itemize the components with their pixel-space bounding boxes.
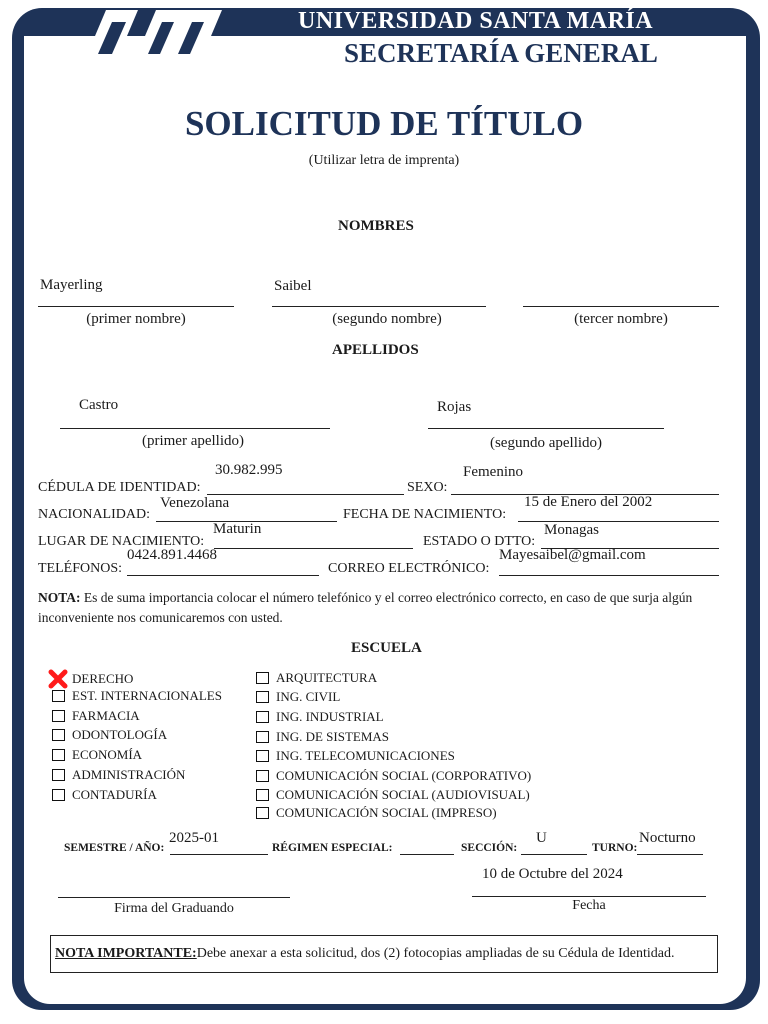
checkbox[interactable] (256, 672, 269, 684)
sexo-label: SEXO: (407, 480, 448, 495)
regimen-line (400, 854, 454, 855)
checkbox[interactable] (52, 710, 65, 722)
checkbox[interactable] (256, 807, 269, 819)
first-surname-value[interactable]: Castro (79, 397, 119, 413)
cedula-value[interactable]: 30.982.995 (215, 462, 283, 478)
nota-text: Es de suma importancia colocar el número telefónico y el correo electrónico correcto, en caso de que surja algún inconveniente nos comunicaremos con usted. (38, 590, 693, 625)
nota-importante-box (50, 935, 718, 973)
checkbox[interactable] (256, 691, 269, 703)
correo-value[interactable]: Mayesaibel@gmail.com (499, 547, 646, 563)
school-option-label: ECONOMÍA (72, 747, 143, 762)
semestre-value[interactable]: 2025-01 (169, 830, 219, 846)
cedula-line (207, 494, 404, 495)
telefonos-label: TELÉFONOS: (38, 561, 122, 576)
document-subtitle: (Utilizar letra de imprenta) (308, 153, 460, 168)
seccion-value[interactable]: U (536, 830, 547, 846)
checkbox[interactable] (256, 750, 269, 762)
school-option-label: ING. INDUSTRIAL (276, 709, 384, 724)
checkbox[interactable] (256, 731, 269, 743)
school-option-label: COMUNICACIÓN SOCIAL (AUDIOVISUAL) (276, 787, 530, 802)
school-option[interactable] (256, 805, 497, 821)
telefonos-line (127, 575, 319, 576)
usm-logo-icon (76, 8, 226, 64)
third-name-line (523, 306, 719, 307)
school-option-label: COMUNICACIÓN SOCIAL (IMPRESO) (276, 805, 497, 820)
telefonos-value[interactable]: 0424.891.4468 (127, 547, 217, 563)
nacionalidad-label: NACIONALIDAD: (38, 507, 150, 522)
checkbox[interactable] (256, 770, 269, 782)
nacionalidad-value[interactable]: Venezolana (160, 495, 230, 511)
fecha-nacimiento-value[interactable]: 15 de Enero del 2002 (524, 494, 653, 510)
school-option-label: ING. CIVIL (276, 689, 341, 704)
nota-bold: NOTA: (38, 590, 81, 605)
checkbox[interactable] (256, 789, 269, 801)
first-name-value[interactable]: Mayerling (40, 277, 103, 293)
firma-line (58, 897, 290, 898)
checkbox[interactable] (52, 690, 65, 702)
school-option[interactable] (256, 709, 384, 725)
estado-label: ESTADO O DTTO: (423, 534, 536, 549)
turno-line (637, 854, 703, 855)
checkbox[interactable] (256, 711, 269, 723)
lugar-nacimiento-line (214, 548, 413, 549)
semestre-line (170, 854, 268, 855)
correo-line (499, 575, 719, 576)
fecha-value[interactable]: 10 de Octubre del 2024 (482, 866, 623, 882)
fecha-line (472, 896, 706, 897)
first-surname-line (60, 428, 330, 429)
school-option[interactable] (52, 747, 142, 763)
nota-importante-text: Debe anexar a esta solicitud, dos (2) fotocopias ampliadas de su Cédula de Identidad. (196, 946, 675, 961)
office-name: SECRETARÍA GENERAL (344, 38, 658, 68)
school-option-label: ADMINISTRACIÓN (72, 767, 186, 782)
second-name-line (272, 306, 486, 307)
firma-caption: Firma del Graduando (114, 901, 234, 916)
school-option-label: CONTADURÍA (72, 787, 157, 802)
seccion-label: SECCIÓN: (461, 842, 518, 854)
semestre-label: SEMESTRE / AÑO: (64, 842, 165, 854)
school-option-label: DERECHO (72, 671, 134, 686)
school-option-label: COMUNICACIÓN SOCIAL (CORPORATIVO) (276, 768, 532, 783)
school-option[interactable] (52, 688, 222, 704)
second-surname-value[interactable]: Rojas (437, 399, 472, 415)
estado-value[interactable]: Monagas (544, 522, 599, 538)
nota-importante-bold: NOTA IMPORTANTE: (55, 946, 197, 961)
fecha-nacimiento-label: FECHA DE NACIMIENTO: (343, 507, 507, 522)
first-surname-caption: (primer apellido) (141, 433, 245, 449)
sexo-value[interactable]: Femenino (463, 464, 523, 480)
checkbox[interactable] (52, 789, 65, 801)
school-option[interactable] (52, 669, 133, 689)
school-option[interactable] (256, 729, 389, 745)
school-option[interactable] (52, 708, 140, 724)
school-option[interactable] (52, 787, 157, 803)
document-title: SOLICITUD DE TÍTULO (184, 104, 584, 143)
university-name: UNIVERSIDAD SANTA MARÍA (298, 8, 654, 34)
apellidos-heading: APELLIDOS (332, 342, 419, 358)
fecha-caption: Fecha (572, 898, 606, 913)
second-surname-line (428, 428, 664, 429)
nombres-heading: NOMBRES (338, 218, 414, 234)
checkbox[interactable] (52, 749, 65, 761)
school-option-label: ODONTOLOGÍA (72, 727, 168, 742)
nota-paragraph (38, 588, 728, 628)
school-option-label: ING. TELECOMUNICACIONES (276, 748, 455, 763)
regimen-label: RÉGIMEN ESPECIAL: (272, 842, 393, 854)
third-name-caption: (tercer nombre) (574, 311, 668, 327)
school-option[interactable] (256, 748, 455, 764)
turno-label: TURNO: (592, 842, 638, 854)
escuela-heading: ESCUELA (351, 640, 422, 656)
checkbox[interactable] (52, 769, 65, 781)
school-option[interactable] (256, 689, 340, 705)
school-option[interactable] (256, 670, 377, 686)
school-option[interactable] (52, 767, 185, 783)
second-name-caption: (segundo nombre) (332, 311, 442, 327)
school-option-label: ARQUITECTURA (276, 670, 378, 685)
seccion-line (521, 854, 587, 855)
first-name-caption: (primer nombre) (86, 311, 186, 327)
school-option[interactable] (256, 787, 530, 803)
school-option-label: FARMACIA (72, 708, 140, 723)
correo-label: CORREO ELECTRÓNICO: (328, 561, 490, 576)
cedula-label: CÉDULA DE IDENTIDAD: (38, 480, 201, 495)
turno-value[interactable]: Nocturno (639, 830, 696, 846)
checkbox[interactable] (52, 729, 65, 741)
school-option-label: EST. INTERNACIONALES (72, 688, 222, 703)
second-name-value[interactable]: Saibel (274, 278, 312, 294)
school-option-label: ING. DE SISTEMAS (276, 729, 390, 744)
lugar-nacimiento-value[interactable]: Maturin (213, 521, 262, 537)
lugar-nacimiento-label: LUGAR DE NACIMIENTO: (38, 534, 205, 549)
second-surname-caption: (segundo apellido) (489, 435, 603, 451)
school-option[interactable] (256, 768, 531, 784)
first-name-line (38, 306, 234, 307)
checked-x-icon[interactable] (48, 669, 68, 689)
school-option[interactable] (52, 727, 167, 743)
